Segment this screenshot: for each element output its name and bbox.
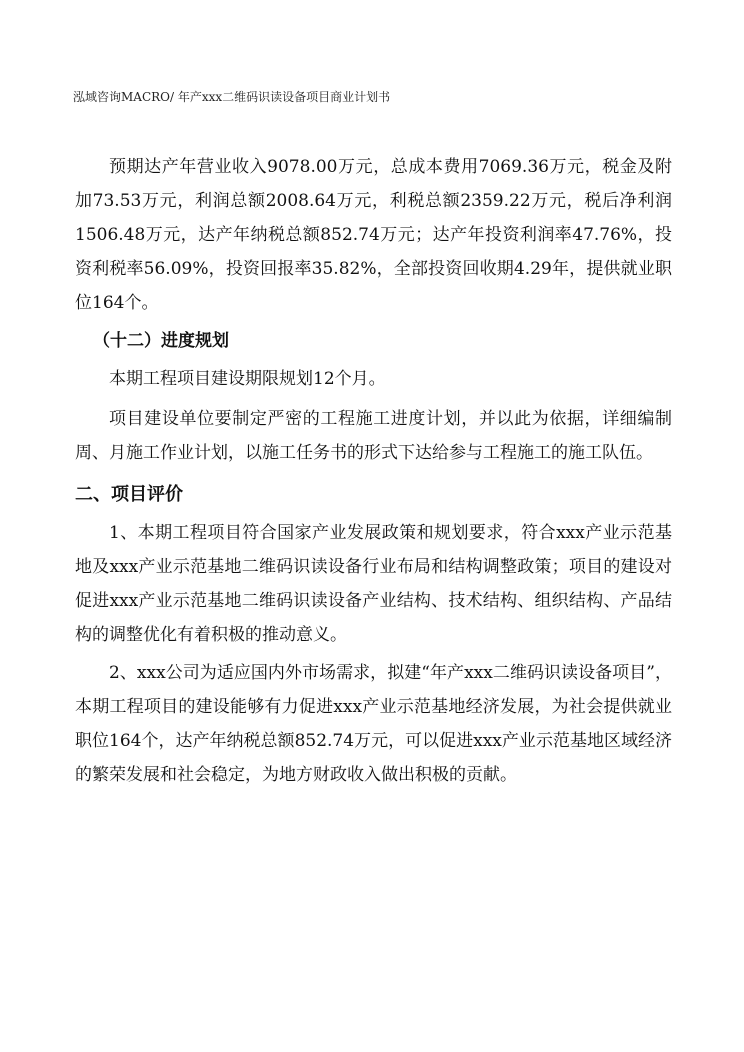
evaluation-heading: 二、项目评价: [75, 484, 183, 505]
document-body: [75, 150, 672, 792]
schedule-heading: （十二）进度规划: [93, 331, 229, 351]
evaluation-paragraph-1: 1、本期工程项目符合国家产业发展政策和规划要求，符合xxx产业示范基地及xxx产业示范基地二维码识读设备行业布局和结构调整政策；项目的建设对促进xxx产业示范基地二维码识读设备产业结构、技术结构、组织结构、产品结构的调整优化有着积极的推动意义。: [75, 523, 672, 645]
page-header: 泓域咨询MACRO/ 年产xxx二维码识读设备项目商业计划书: [73, 90, 391, 104]
summary-paragraph: 预期达产年营业收入9078.00万元，总成本费用7069.36万元，税金及附加73.53万元，利润总额2008.64万元，利税总额2359.22万元，税后净利润1506.48万元，达产年纳税总额852.74万元；达产年投资利润率47.76%，投资利税率56.09%，投资回报率35.82%，全部投资回收期4.29年，提供就业职位164个。: [75, 157, 672, 313]
evaluation-paragraph-2: 2、xxx公司为适应国内外市场需求，拟建“年产xxx二维码识读设备项目”，本期工程项目的建设能够有力促进xxx产业示范基地经济发展，为社会提供就业职位164个，达产年纳税总额852.74万元，可以促进xxx产业示范基地区域经济的繁荣发展和社会稳定，为地方财政收入做出积极的贡献。: [75, 663, 672, 785]
schedule-paragraph-1: 本期工程项目建设期限规划12个月。: [109, 369, 386, 389]
schedule-paragraph-2: 项目建设单位要制定严密的工程施工进度计划，并以此为依据，详细编制周、月施工作业计划，以施工任务书的形式下达给参与工程施工的施工队伍。: [75, 409, 672, 463]
